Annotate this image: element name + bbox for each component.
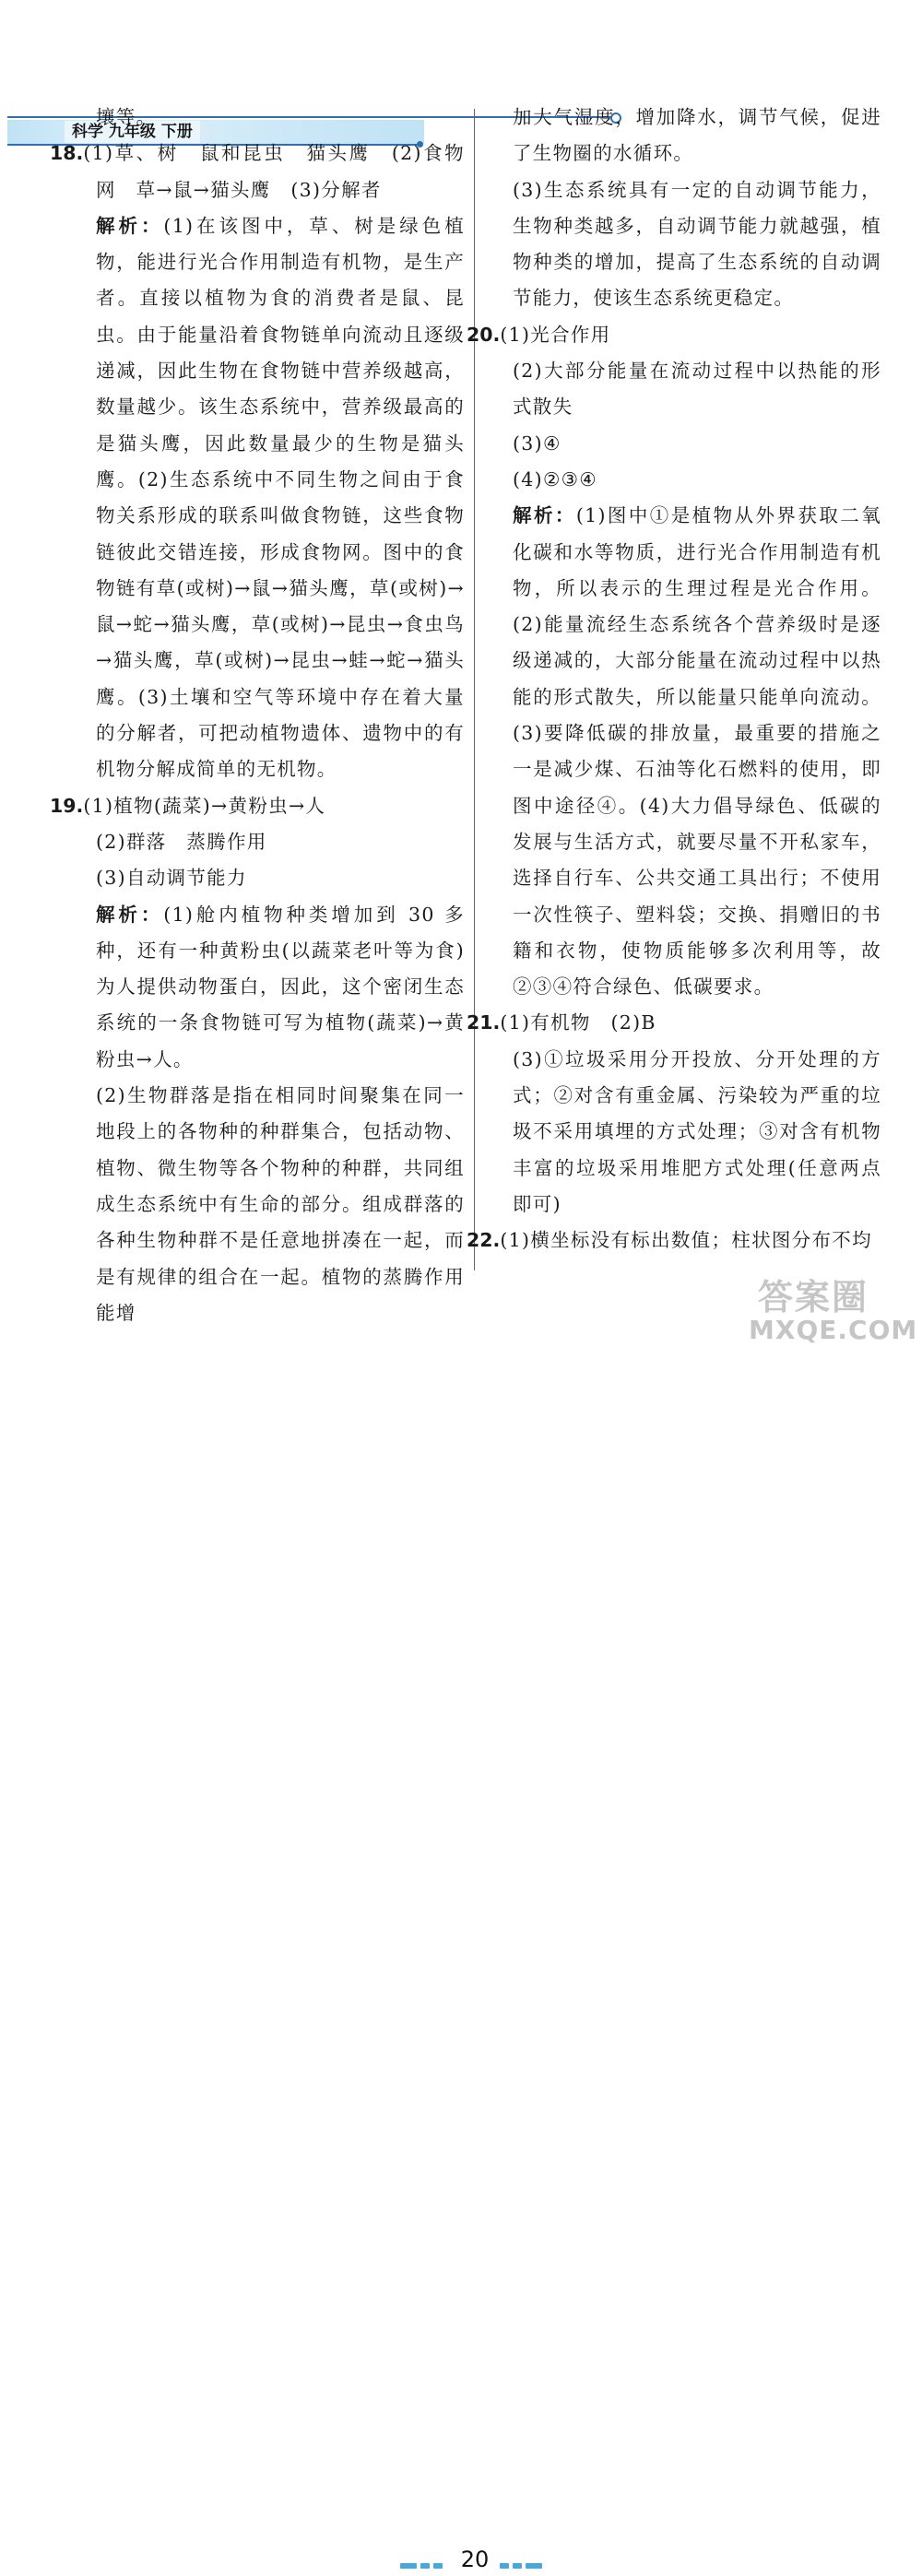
paragraph-text: (1)光合作用: [500, 323, 611, 346]
answer-paragraph: [96, 824, 465, 860]
paragraph-text: (2)群落 蒸腾作用: [96, 830, 267, 853]
explanation-label: 解析：: [96, 214, 164, 237]
answer-paragraph: [96, 860, 465, 896]
footer-ornament-left: [400, 2555, 448, 2564]
paragraph-text: (1)草、树 鼠和昆虫 猫头鹰 (2)食物网 草→鼠→猫头鹰 (3)分解者: [83, 142, 465, 201]
question-number: 19.: [50, 794, 84, 817]
answer-paragraph: [513, 172, 881, 317]
answer-item: [467, 317, 881, 353]
paragraph-text: 壤等。: [96, 106, 157, 128]
paragraph-text: (2)大部分能量在流动过程中以热能的形式散失: [513, 360, 881, 419]
paragraph-text: (1)植物(蔬菜)→黄粉虫→人: [83, 794, 326, 817]
question-number: 20.: [467, 323, 501, 346]
paragraph-text: (3)①垃圾采用分开投放、分开处理的方式；②对含有重金属、污染较为严重的垃圾不采用填埋的方式处理；③对含有机物丰富的垃圾采用堆肥方式处理(任意两点即可): [513, 1047, 881, 1215]
paragraph-text: (1)在该图中，草、树是绿色植物，能进行光合作用制造有机物，是生产者。直接以植物为食的消费者是鼠、昆虫。由于能量沿着食物链单向流动且逐级递减，因此生物在食物链中营养级越高，数量越少。该生态系统中，营养级最高的是猫头鹰，因此数量最少的生物是猫头鹰。(2)生态系统中不同生物之间由于食物关系形成的联系叫做食物链，这些食物链彼此交错连接，形成食物网。图中的食物链有草(或树)→鼠→猫头鹰，草(或树)→鼠→蛇→猫头鹰，草(或树)→昆虫→食虫鸟→猫头鹰，草(或树)→昆虫→蛙→蛇→猫头鹰。(3)土壤和空气等环境中存在着大量的分解者，可把动植物遗体、遗物中的有机物分解成简单的无机物。: [96, 214, 465, 781]
answer-item: [50, 788, 465, 824]
answer-paragraph: [513, 1042, 881, 1223]
answer-paragraph: [96, 100, 465, 136]
question-number: 21.: [467, 1011, 501, 1034]
answer-item: [50, 136, 465, 208]
answer-item: [467, 1005, 881, 1041]
paragraph-text: (1)图中①是植物从外界获取二氧化碳和水等物质，进行光合作用制造有机物，所以表示的生理过程是光合作用。(2)能量流经生态系统各个营养级时是逐级递减的，大部分能量在流动过程中以热能的形式散失，所以能量只能单向流动。(3)要降低碳的排放量，最重要的措施之一是减少煤、石油等化石燃料的使用，即图中途径④。(4)大力倡导绿色、低碳的发展与生活方式，就要尽量不开私家车，选择自行车、公共交通工具出行；不使用一次性筷子、塑料袋；交换、捐赠旧的书籍和衣物，使物质能够多次利用等，故②③④符合绿色、低碳要求。: [513, 504, 881, 998]
explanation-paragraph: [513, 498, 881, 1005]
paragraph-text: (3)④: [513, 431, 561, 455]
explanation-label: 解析：: [96, 903, 164, 926]
paragraph-text: (2)生物群落是指在相同时间聚集在同一地段上的各物种的种群集合，包括动物、植物、微生物等各个物种的种群，共同组成生态系统中有生命的部分。组成群落的各种生物种群不是任意地拼凑在一起，而是有规律的组合在一起。植物的蒸腾作用能增: [96, 1084, 465, 1324]
paragraph-text: (3)自动调节能力: [96, 867, 247, 890]
column-divider: [474, 109, 475, 1270]
answer-paragraph: [513, 462, 881, 498]
paragraph-text: (1)横坐标没有标出数值；柱状图分布不均: [500, 1229, 872, 1252]
header-subject-label: 科学 九年级 下册: [65, 121, 200, 143]
question-number: 22.: [467, 1229, 501, 1252]
paragraph-text: (3)生态系统具有一定的自动调节能力，生物种类越多，自动调节能力就越强，植物种类的增加，提高了生态系统的自动调节能力，使该生态系统更稳定。: [513, 178, 881, 310]
paragraph-text: (1)舱内植物种类增加到 30 多种，还有一种黄粉虫(以蔬菜老叶等为食)为人提供动物蛋白，因此，这个密闭生态系统的一条食物链可写为植物(蔬菜)→黄粉虫→人。: [96, 903, 465, 1070]
answer-paragraph: [513, 353, 881, 426]
explanation-paragraph: [96, 208, 465, 788]
answer-paragraph: [513, 100, 881, 172]
footer-ornament-right: [500, 2555, 548, 2564]
question-number: 18.: [50, 142, 84, 165]
watermark-url: MXQE.COM: [749, 1315, 918, 1345]
left-column: [50, 100, 465, 1331]
answer-item: [467, 1223, 881, 1258]
watermark-logo-text: 答案圈: [758, 1277, 869, 1318]
right-column: [467, 100, 881, 1259]
page-number: 20: [460, 2546, 490, 2572]
watermark: [749, 1269, 918, 1348]
paragraph-text: (4)②③④: [513, 467, 597, 490]
explanation-label: 解析：: [513, 504, 576, 527]
answer-paragraph: [513, 426, 881, 462]
paragraph-text: 加大气湿度，增加降水，调节气候，促进了生物圈的水循环。: [513, 106, 881, 165]
paragraph-text: (1)有机物 (2)B: [500, 1011, 656, 1034]
explanation-paragraph: [96, 897, 465, 1078]
